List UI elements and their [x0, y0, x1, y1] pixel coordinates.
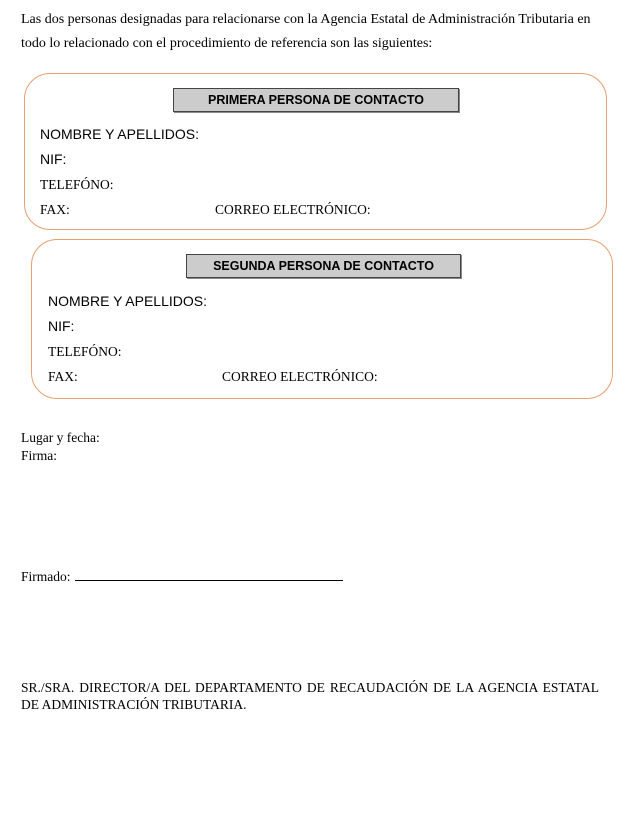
first-contact-nif-label: NIF: — [40, 151, 67, 167]
second-contact-box — [31, 239, 613, 399]
first-contact-fax-label: FAX: — [40, 202, 70, 217]
intro-paragraph: Las dos personas designadas para relacionarse con la Agencia Estatal de Administración Tributaria en todo lo relacionado con el procedimiento de referencia son las siguientes: — [21, 12, 591, 51]
place-date-label: Lugar y fecha: — [21, 430, 100, 445]
first-contact-name-label: NOMBRE Y APELLIDOS: — [40, 126, 199, 142]
second-contact-email-label: CORREO ELECTRÓNICO: — [222, 369, 378, 384]
second-contact-fax-label: FAX: — [48, 369, 78, 384]
second-contact-title: SEGUNDA PERSONA DE CONTACTO — [186, 254, 461, 278]
signature-label: Firma: — [21, 448, 57, 463]
first-contact-email-label: CORREO ELECTRÓNICO: — [215, 202, 371, 217]
second-contact-nif-label: NIF: — [48, 318, 75, 334]
signature-line — [75, 567, 343, 581]
second-contact-name-label: NOMBRE Y APELLIDOS: — [48, 293, 207, 309]
first-contact-box — [24, 73, 607, 230]
addressee-block: SR./SRA. DIRECTOR/A DEL DEPARTAMENTO DE RECAUDACIÓN DE LA AGENCIA ESTATAL DE ADMINISTRACIÓN TRIBUTARIA. — [21, 680, 599, 712]
signed-by-label: Firmado: — [21, 569, 71, 584]
first-contact-title: PRIMERA PERSONA DE CONTACTO — [173, 88, 459, 112]
second-contact-phone-label: TELEFÓNO: — [48, 344, 122, 359]
first-contact-phone-label: TELEFÓNO: — [40, 177, 114, 192]
signed-by-row — [21, 567, 343, 585]
